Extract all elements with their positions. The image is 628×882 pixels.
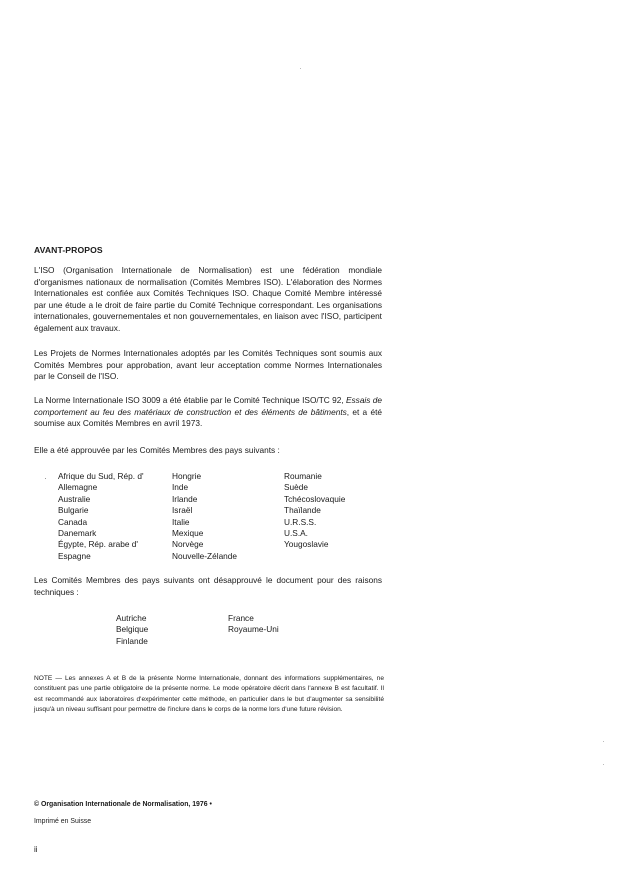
country-item: Hongrie <box>172 471 202 481</box>
country-item: Italie <box>172 516 190 527</box>
page-number: ii <box>34 845 38 854</box>
origin-text-end: , et a été soumise aux Comités Membres en avril 1973. <box>34 406 382 429</box>
country-item: Thaïlande <box>284 505 321 516</box>
approved-countries-col-2 <box>172 471 237 562</box>
country-item: Égypte, Rép. arabe d' <box>58 539 138 550</box>
country-item: U.R.S.S. <box>284 516 317 527</box>
country-item: Tchécoslovaquie <box>284 493 346 504</box>
printed-in-line: Imprimé en Suisse <box>34 818 92 825</box>
paragraph-draft-approval: Les Projets de Normes Internationales adoptés par les Comités Techniques sont soumis aux Comités Membres pour approbation, avant leur acceptation comme Normes Internationales par le Conseil de l'ISO. <box>34 348 382 382</box>
country-item: Bulgarie <box>58 505 89 516</box>
disapproved-countries-col-2 <box>228 613 279 636</box>
country-item: Belgique <box>116 624 149 635</box>
scan-speck <box>603 764 604 765</box>
note-paragraph: NOTE — Les annexes A et B de la présente Norme Internationale, donnant des informations supplémentaires, ne constituent pas une partie obligatoire de la présente norme. Le mode opératoire décrit dans l'annexe B est facultatif. Il est recommandé aux laboratoires d'expérimenter cette méthode, en particulier dans le but d'augmenter sa sensibilité jusqu'à un niveau suffisant pour permettre de l'inclure dans le corps de la norme lors d'une future révision. <box>34 675 384 714</box>
country-item: Finlande <box>116 635 148 646</box>
paragraph-disapproved-by: Les Comités Membres des pays suivants ont désapprouvé le document pour des raisons techniques : <box>34 575 382 597</box>
copyright-line: © Organisation Internationale de Normalisation, 1976 • <box>34 801 212 808</box>
origin-text-start: La Norme Internationale ISO 3009 a été établie par le Comité Technique ISO/TC 92, <box>34 395 346 405</box>
approved-countries-col-1 <box>58 471 144 562</box>
country-item: Irlande <box>172 493 198 504</box>
paragraph-approved-by: Elle a été approuvée par les Comités Membres des pays suivants : <box>34 445 280 455</box>
scan-speck <box>603 741 604 742</box>
scan-speck <box>45 478 46 479</box>
country-item: Autriche <box>116 613 147 623</box>
paragraph-standard-origin <box>34 395 382 430</box>
country-item: Espagne <box>58 550 91 561</box>
country-item: Danemark <box>58 528 97 539</box>
country-item: Norvège <box>172 539 204 550</box>
country-item: Afrique du Sud, Rép. d' <box>58 471 144 481</box>
country-item: Nouvelle-Zélande <box>172 550 238 561</box>
committee-title: Essais de comportement au feu des matériaux de construction et des éléments de bâtiments <box>34 395 382 417</box>
country-item: Suède <box>284 482 308 493</box>
country-item: Inde <box>172 482 189 493</box>
paragraph-iso-intro: L'ISO (Organisation Internationale de Normalisation) est une fédération mondiale d'organismes nationaux de normalisation (Comités Membres ISO). L'élaboration des Normes Internationales est confiée aux Comités Techniques ISO. Chaque Comité Membre intéressé par une étude a le droit de faire partie du Comité Technique correspondant. Les organisations internationales, gouvernementales et non gouvernementales, en liaison avec l'ISO, participent également aux travaux. <box>34 265 382 333</box>
scan-speck <box>300 68 301 69</box>
country-item: Yougoslavie <box>284 539 329 550</box>
country-item: Allemagne <box>58 482 98 493</box>
country-item: France <box>228 613 254 623</box>
country-item: U.S.A. <box>284 528 308 539</box>
country-item: Royaume-Uni <box>228 624 279 635</box>
country-item: Mexique <box>172 528 204 539</box>
disapproved-countries-col-1 <box>116 613 148 647</box>
country-item: Canada <box>58 516 88 527</box>
country-item: Israël <box>172 505 193 516</box>
country-item: Australie <box>58 493 91 504</box>
approved-countries-col-3 <box>284 471 345 551</box>
section-heading: AVANT-PROPOS <box>34 245 103 255</box>
country-item: Roumanie <box>284 471 322 481</box>
